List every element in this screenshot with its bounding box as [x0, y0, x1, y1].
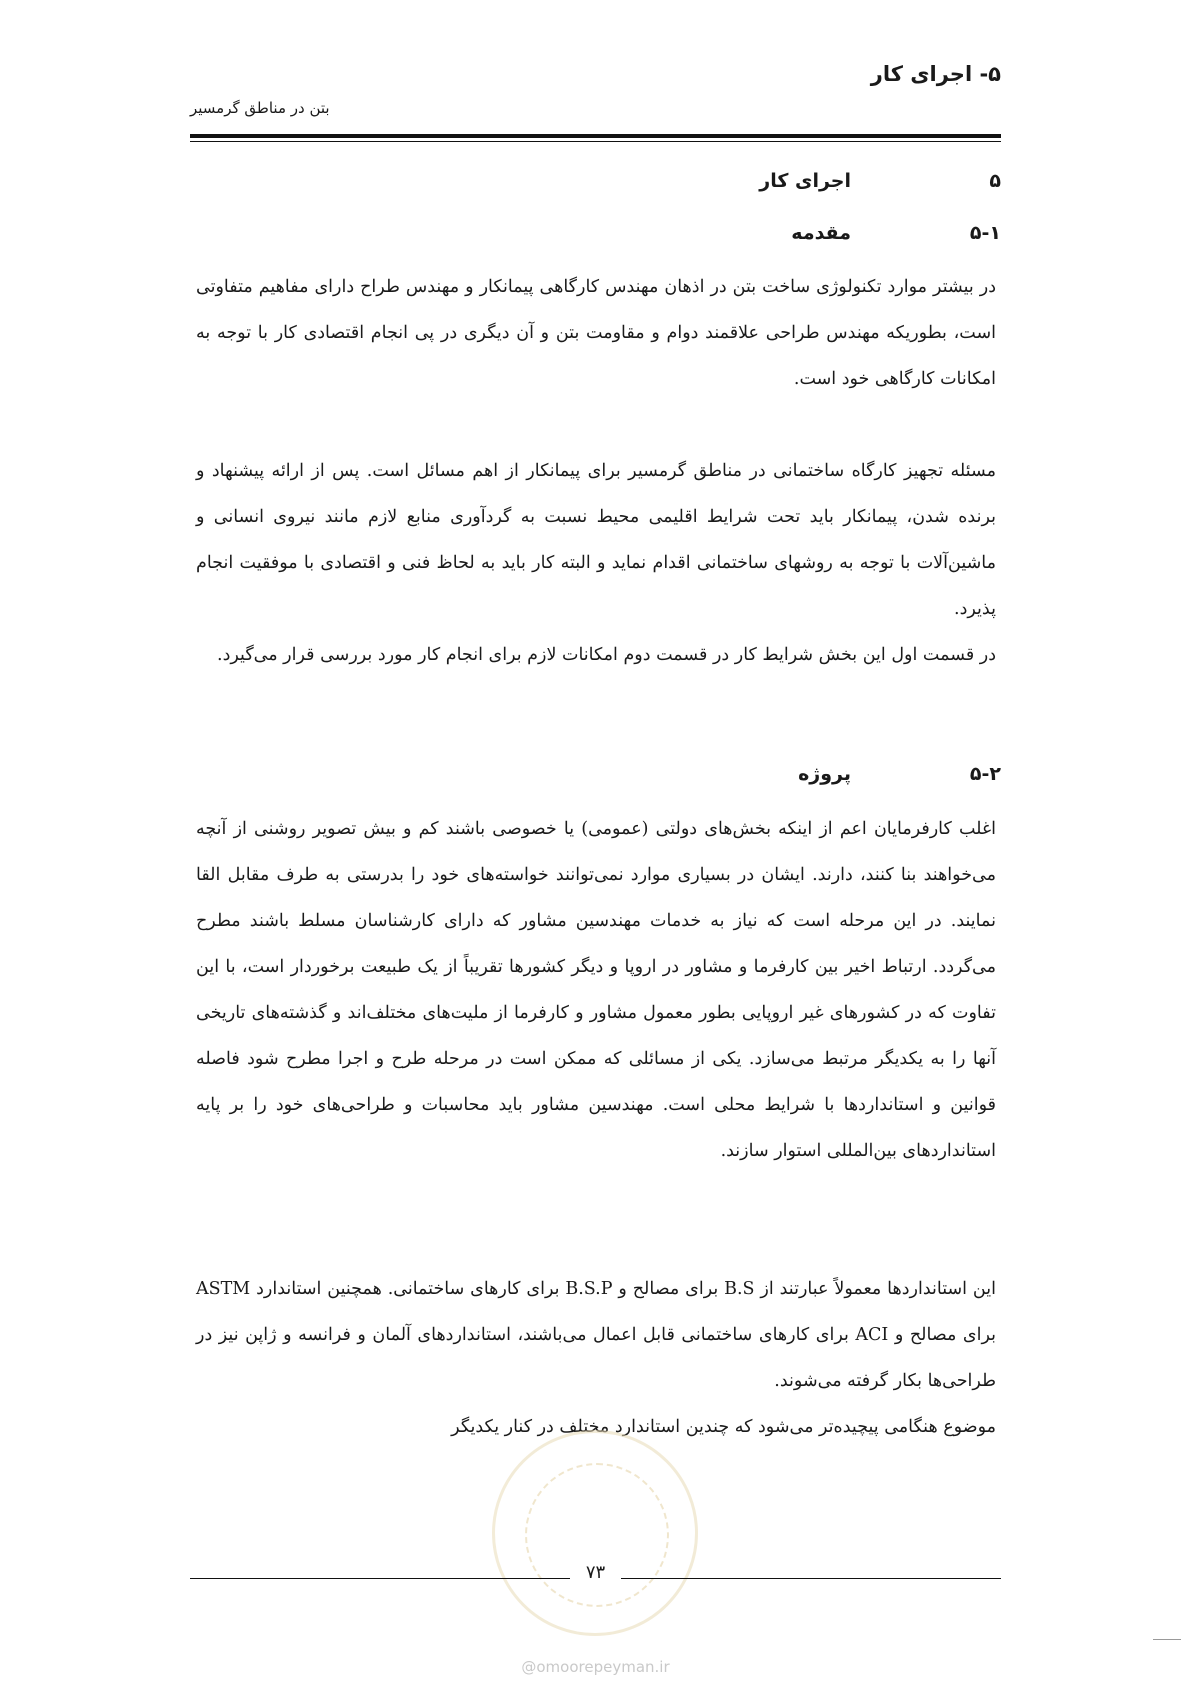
running-header-chapter: ۵- اجرای کار: [870, 62, 1001, 86]
watermark-seal-logo: [492, 1430, 698, 1636]
section-heading-5-2: [190, 763, 1001, 793]
section-number: ۵-۲: [969, 763, 1001, 785]
page-number: ۷۳: [585, 1562, 606, 1583]
section-title: مقدمه: [791, 222, 851, 244]
paragraph-intro-2: مسئله تجهیز کارگاه ساختمانی در مناطق گرمسیر برای پیمانکار از اهم مسائل است. پس از ارائه پیشنهاد و برنده شدن، پیمانکار باید تحت شرایط اقلیمی محیط نسبت به گردآوری منابع لازم مانند نیروی انسانی و ماشین‌آلات با توجه به روشهای ساختمانی اقدام نماید و البته کار باید به لحاظ فنی و اقتصادی با موفقیت انجام پذیرد.: [196, 461, 996, 619]
paragraph-intro-1: در بیشتر موارد تکنولوژی ساخت بتن در اذهان مهندس کارگاهی پیمانکار و مهندس طراح دارای مفاهیم متفاوتی است، بطوریکه مهندس طراحی علاقمند دوام و مقاومت بتن و آن دیگری در پی انجام اقتصادی کار با توجه به امکانات کارگاهی خود است.: [196, 277, 996, 389]
header-rule-thin: [190, 141, 1001, 142]
paragraph-project-1: اغلب کارفرمایان اعم از اینکه بخش‌های دولتی (عمومی) یا خصوصی باشند کم و بیش تصویر روشنی از آنچه می‌خواهند بنا کنند، دارند. ایشان در بسیاری موارد نمی‌توانند خواسته‌های خود را بدرستی به طرف مقابل القا نمایند. در این مرحله است که نیاز به خدمات مهندسین مشاور که دارای کارشناسان مسلط باشند مطرح می‌گردد. ارتباط اخیر بین کارفرما و مشاور در اروپا و دیگر کشورها تقریباً از یک طبیعت برخوردار است، با این تفاوت که در کشورهای غیر اروپایی بطور معمول مشاور و کارفرما از ملیت‌های مختلف‌اند و گذشته‌های تاریخی آنها را به یکدیگر مرتبط می‌سازد. یکی از مسائلی که ممکن است در مرحله طرح و اجرا مطرح شود فاصله قوانین و استانداردها با شرایط محلی است. مهندسین مشاور باید محاسبات و طراحی‌های خود را بر پایه استانداردهای بین‌المللی استوار سازند.: [196, 819, 996, 1161]
section-heading-5-1: [190, 222, 1001, 252]
section-number: ۵-۱: [969, 222, 1001, 244]
section-title: پروژه: [798, 763, 851, 785]
margin-mark: [1153, 1639, 1181, 1640]
section-number: ۵: [989, 170, 1001, 192]
paragraph-project-2: این استانداردها معمولاً عبارتند از B.S برای مصالح و B.S.P برای کارهای ساختمانی. همچنین استاندارد ASTM برای مصالح و ACI برای کارهای ساختمانی قابل اعمال می‌باشند، استانداردهای آلمان و فرانسه و ژاپن نیز در طراحی‌ها بکار گرفته می‌شوند.: [196, 1279, 996, 1391]
paragraph-intro-3: در قسمت اول این بخش شرایط کار در قسمت دوم امکانات لازم برای انجام کار مورد بررسی قرار می‌گیرد.: [217, 645, 996, 665]
section-title: اجرای کار: [759, 170, 851, 192]
paragraph-project-3: موضوع هنگامی پیچیده‌تر می‌شود که چندین استاندارد مختلف در کنار یکدیگر: [451, 1417, 996, 1437]
running-header-book-title: بتن در مناطق گرمسیر: [190, 99, 330, 117]
section-heading-5: [190, 170, 1001, 200]
watermark-site: @omoorepeyman.ir: [521, 1658, 670, 1676]
header-rule-thick: [190, 134, 1001, 138]
